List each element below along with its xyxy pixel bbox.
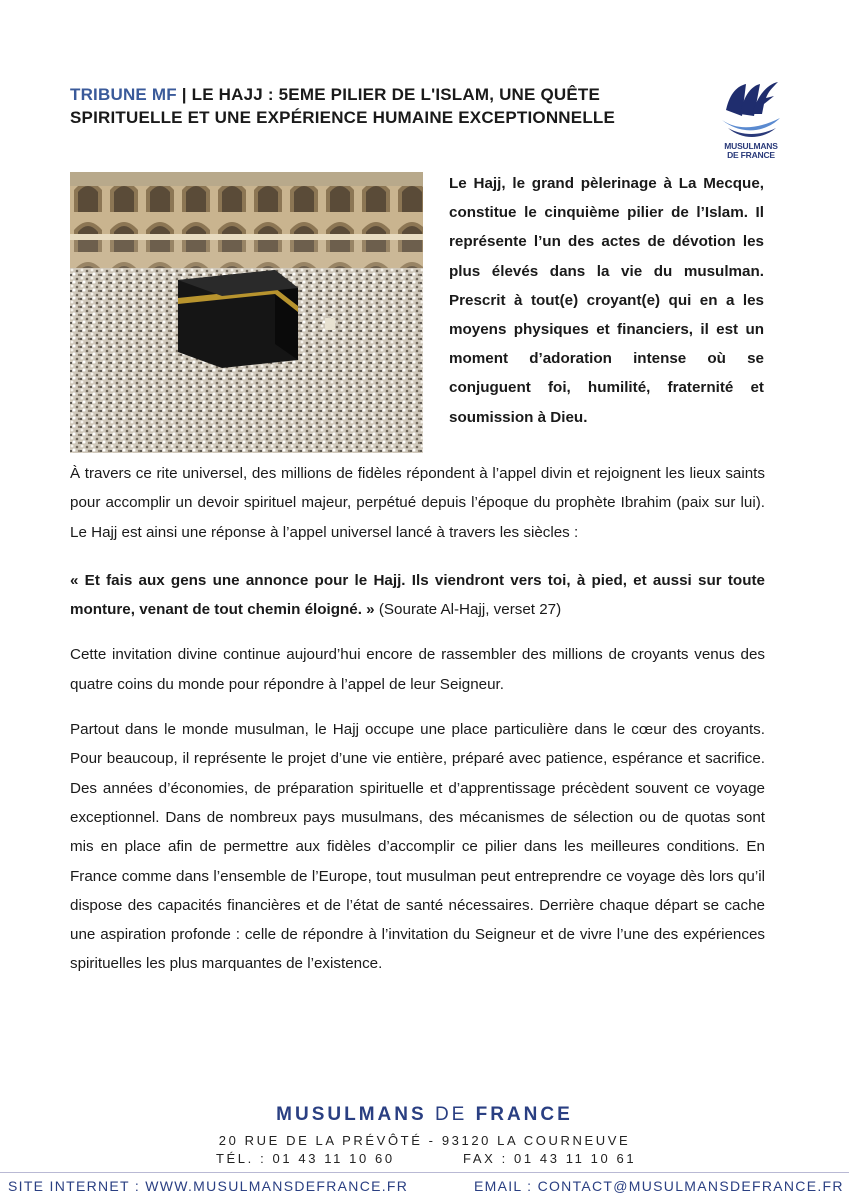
logo-line-1: MUSULMANS [724, 141, 778, 151]
intro-paragraph: Le Hajj, le grand pèlerinage à La Mecque, constitue le cinquième pilier de l’Islam. Il représente l’un des actes de dévotion les plus élevés dans la vie du musulman. Prescrit à tout(e) croyant(e) qui en a les moyens physiques et financiers, il est un moment d’adoration intense où se conjuguent foi, humilité, fraternité et soumission à Dieu. [449, 175, 764, 426]
tribune-label: TRIBUNE MF [70, 85, 177, 104]
footer-divider [0, 1172, 849, 1173]
article-body [70, 459, 765, 995]
article-header [70, 83, 710, 129]
footer-organization [0, 1104, 849, 1126]
logo-line-2: DE FRANCE [727, 150, 775, 160]
footer-website-link[interactable]: SITE INTERNET : WWW.MUSULMANSDEFRANCE.FR [8, 1178, 409, 1194]
title-text: | LE HAJJ : 5EME PILIER DE L'ISLAM, UNE QUÊTE SPIRITUELLE ET UNE EXPÉRIENCE HUMAINE EXCEPTIONNELLE [70, 85, 616, 127]
footer-org-a: MUSULMANS [276, 1104, 435, 1125]
paragraph-3: Partout dans le monde musulman, le Hajj occupe une place particulière dans le cœur des croyants. Pour beaucoup, il représente le projet d’une vie entière, préparé avec patience, espérance et sacrifice. Des années d’économies, de préparation spirituelle et d’apprentissage précèdent souvent ce voyage exceptionnel. Dans de nombreux pays musulmans, des mécanismes de sélection ou de quotas sont mis en place afin de permettre aux fidèles d’accomplir ce pilier dans les meilleures conditions. En France comme dans l’ensemble de l’Europe, tout musulman peut entreprendre ce voyage dès lors qu’il dispose des capacités financières et de l’état de santé nécessaires. Derrière chaque départ se cache une aspiration profonde : celle de répondre à l’invitation du Seigneur et de vivre l’une des expériences spirituelles les plus marquantes de l’existence. [70, 721, 765, 973]
footer-email-link[interactable]: EMAIL : CONTACT@MUSULMANSDEFRANCE.FR [474, 1178, 844, 1194]
paragraph-2: Cette invitation divine continue aujourd’hui encore de rassembler des millions de croyants venus des quatre coins du monde pour répondre à l’appel de leur Seigneur. [70, 646, 765, 693]
footer-phone: TÉL. : 01 43 11 10 60 [216, 1151, 395, 1166]
kaaba-photo [70, 172, 423, 453]
article-title [70, 83, 710, 129]
logo-mark-icon [716, 80, 786, 144]
paragraph-1: À travers ce rite universel, des millions de fidèles répondent à l’appel divin et rejoignent les lieux saints pour accomplir un devoir spirituel majeur, perpétué depuis l’époque du prophète Ibrahim (paix sur lui). Le Hajj est ainsi une réponse à l’appel universel lancé à travers les siècles : [70, 465, 765, 541]
logo-text [704, 142, 798, 160]
footer-org-c: FRANCE [467, 1104, 573, 1125]
quote-reference: (Sourate Al-Hajj, verset 27) [374, 601, 562, 619]
footer-org-b: DE [434, 1104, 468, 1125]
footer-address: 20 RUE DE LA PRÉVÔTÉ - 93120 LA COURNEUVE [218, 1133, 631, 1148]
footer-fax: FAX : 01 43 11 10 61 [463, 1151, 637, 1166]
quote-paragraph [70, 566, 765, 625]
kaaba-image [70, 172, 423, 453]
quran-quote: « Et fais aux gens une annonce pour le Hajj. Ils viendront vers toi, à pied, et aussi sur toute monture, venant de tout chemin éloigné. » [70, 571, 765, 619]
